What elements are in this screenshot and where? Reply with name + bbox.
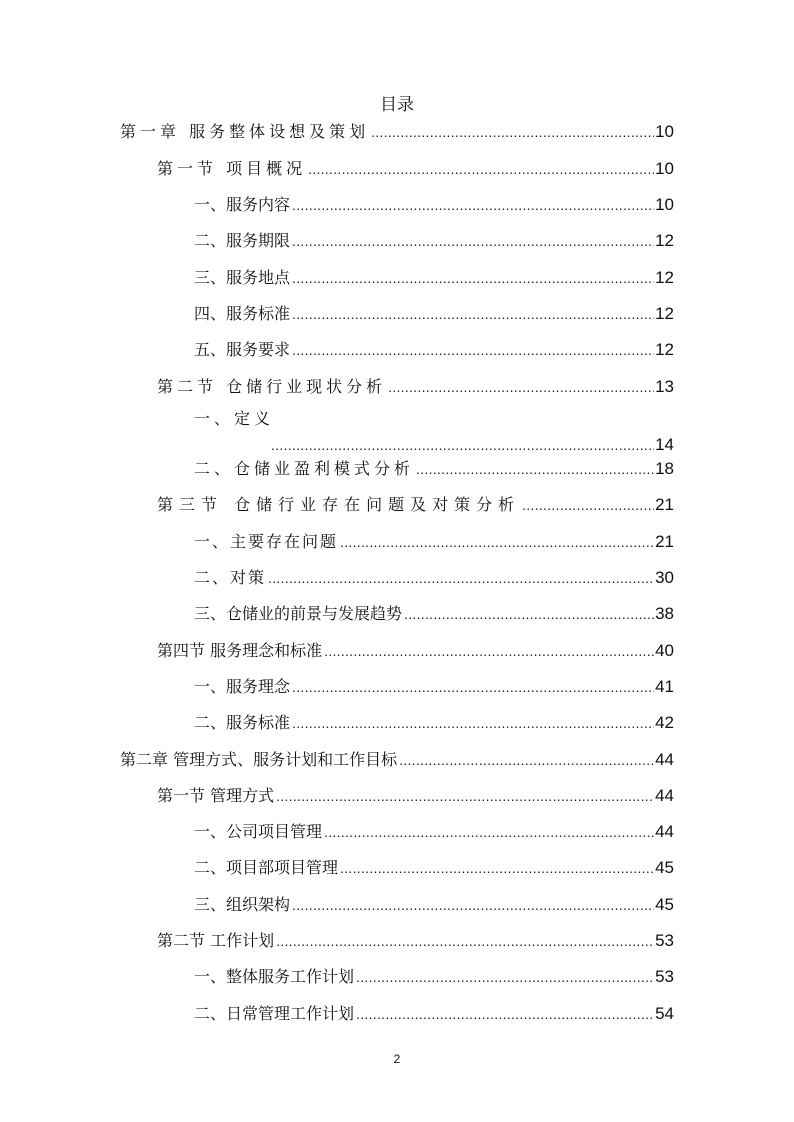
dot-leader bbox=[340, 533, 654, 551]
toc-entry-subsection[interactable] bbox=[0, 601, 794, 625]
dot-leader bbox=[276, 787, 654, 805]
toc-entry-label: 二、服务标准 bbox=[194, 713, 291, 732]
toc-entry-subsection[interactable] bbox=[0, 301, 794, 325]
toc-entry-page: 12 bbox=[655, 268, 674, 287]
toc-entry-page: 38 bbox=[655, 604, 674, 623]
toc-entry-page: 12 bbox=[655, 340, 674, 359]
toc-entry-label: 一、主要存在问题 bbox=[194, 532, 339, 551]
toc-entry-label: 二、项目部项目管理 bbox=[194, 858, 339, 877]
dot-leader bbox=[356, 968, 654, 986]
toc-entry-page: 10 bbox=[655, 122, 674, 141]
toc-entry-label: 第二节 工作计划 bbox=[157, 931, 275, 950]
toc-entry-subsection[interactable] bbox=[0, 565, 794, 589]
toc-entry-label: 第四节 服务理念和标准 bbox=[157, 641, 323, 660]
toc-entry-subsection[interactable] bbox=[0, 456, 794, 480]
dot-leader bbox=[271, 436, 654, 454]
toc-entry-page: 30 bbox=[655, 568, 674, 587]
dot-leader bbox=[308, 160, 654, 178]
toc-entry-page: 18 bbox=[655, 459, 674, 478]
toc-entry-subsection[interactable] bbox=[0, 228, 794, 252]
toc-entry-page: 21 bbox=[655, 532, 674, 551]
toc-entry-subsection[interactable] bbox=[0, 964, 794, 988]
dot-leader bbox=[268, 569, 654, 587]
toc-entry-subsection[interactable] bbox=[0, 1001, 794, 1025]
toc-entry-chapter-1[interactable] bbox=[0, 119, 794, 143]
dot-leader bbox=[292, 714, 654, 732]
dot-leader bbox=[276, 932, 654, 950]
dot-leader bbox=[340, 859, 654, 877]
toc-entry-label: 一、定义 bbox=[194, 409, 275, 428]
toc-entry-subsection[interactable] bbox=[0, 674, 794, 698]
toc-entry-page: 53 bbox=[655, 931, 674, 950]
toc-entry-page: 40 bbox=[655, 641, 674, 660]
toc-entry-label: 第一节 项目概况 bbox=[157, 159, 307, 178]
dot-leader bbox=[292, 305, 654, 323]
toc-entry-leader-line bbox=[271, 432, 674, 456]
toc-entry-page: 12 bbox=[655, 304, 674, 323]
dot-leader bbox=[292, 678, 654, 696]
toc-entry-section[interactable] bbox=[0, 492, 794, 516]
toc-entry-page: 53 bbox=[655, 967, 674, 986]
dot-leader bbox=[292, 269, 654, 287]
toc-entry-label: 二、仓储业盈利模式分析 bbox=[194, 459, 415, 478]
dot-leader bbox=[292, 196, 654, 214]
dot-leader bbox=[292, 232, 654, 250]
toc-entry-subsection[interactable] bbox=[0, 265, 794, 289]
toc-entry-subsection[interactable] bbox=[0, 819, 794, 843]
toc-title: 目录 bbox=[380, 95, 414, 115]
toc-entry-section[interactable] bbox=[0, 374, 794, 398]
toc-entry-label: 三、组织架构 bbox=[194, 895, 291, 914]
dot-leader bbox=[399, 751, 654, 769]
toc-entry-label: 第二章 管理方式、服务计划和工作目标 bbox=[120, 750, 398, 769]
dot-leader bbox=[388, 378, 654, 396]
toc-entry-page: 45 bbox=[655, 858, 674, 877]
toc-entry-page: 14 bbox=[655, 435, 674, 454]
toc-entry-section[interactable] bbox=[0, 928, 794, 952]
dot-leader bbox=[356, 1005, 654, 1023]
toc-entry-subsection[interactable] bbox=[0, 855, 794, 879]
toc-entry-subsection[interactable] bbox=[0, 529, 794, 553]
dot-leader bbox=[371, 123, 654, 141]
toc-entry-label: 一、公司项目管理 bbox=[194, 822, 323, 841]
toc-entry-label: 第一章 服务整体设想及策划 bbox=[120, 122, 370, 141]
dot-leader bbox=[324, 823, 654, 841]
toc-entry-page: 41 bbox=[655, 677, 674, 696]
toc-entry-chapter-2[interactable] bbox=[0, 747, 794, 771]
toc-entry-page: 21 bbox=[655, 495, 674, 514]
toc-entry-label: 第三节 仓储行业存在问题及对策分析 bbox=[157, 495, 521, 514]
toc-entry-page: 54 bbox=[655, 1004, 674, 1023]
toc-entry-label: 二、服务期限 bbox=[194, 231, 291, 250]
toc-entry-label: 二、日常管理工作计划 bbox=[194, 1004, 355, 1023]
toc-entry-label: 四、服务标准 bbox=[194, 304, 291, 323]
dot-leader bbox=[324, 642, 654, 660]
dot-leader bbox=[292, 896, 654, 914]
dot-leader bbox=[522, 496, 654, 514]
toc-entry-subsection[interactable] bbox=[0, 408, 794, 456]
toc-entry-page: 10 bbox=[655, 159, 674, 178]
toc-entry-label: 五、服务要求 bbox=[194, 340, 291, 359]
toc-entry-label: 第一节 管理方式 bbox=[157, 786, 275, 805]
toc-entry-page: 42 bbox=[655, 713, 674, 732]
toc-entry-label: 一、服务理念 bbox=[194, 677, 291, 696]
toc-entry-page: 10 bbox=[655, 195, 674, 214]
dot-leader bbox=[404, 605, 654, 623]
toc-entry-label: 三、服务地点 bbox=[194, 268, 291, 287]
toc-entry-section[interactable] bbox=[0, 638, 794, 662]
toc-entry-page: 13 bbox=[655, 377, 674, 396]
toc-entry-subsection[interactable] bbox=[0, 192, 794, 216]
toc-entry-section[interactable] bbox=[0, 156, 794, 180]
toc-entry-page: 45 bbox=[655, 895, 674, 914]
dot-leader bbox=[292, 341, 654, 359]
toc-entry-subsection[interactable] bbox=[0, 337, 794, 361]
toc-entry-subsection[interactable] bbox=[0, 892, 794, 916]
toc-entry-section[interactable] bbox=[0, 783, 794, 807]
toc-entry-page: 44 bbox=[655, 786, 674, 805]
toc-entry-label: 一、服务内容 bbox=[194, 195, 291, 214]
page-number: 2 bbox=[393, 1052, 401, 1066]
toc-entry-page: 44 bbox=[655, 750, 674, 769]
toc-entry-page: 44 bbox=[655, 822, 674, 841]
toc-entry-label: 三、仓储业的前景与发展趋势 bbox=[194, 604, 403, 623]
toc-entry-label: 一、整体服务工作计划 bbox=[194, 967, 355, 986]
toc-entry-label: 二、对策 bbox=[194, 568, 267, 587]
toc-entry-label: 第二节 仓储行业现状分析 bbox=[157, 377, 387, 396]
dot-leader bbox=[416, 460, 654, 478]
toc-entry-page: 12 bbox=[655, 231, 674, 250]
toc-entry-subsection[interactable] bbox=[0, 710, 794, 734]
